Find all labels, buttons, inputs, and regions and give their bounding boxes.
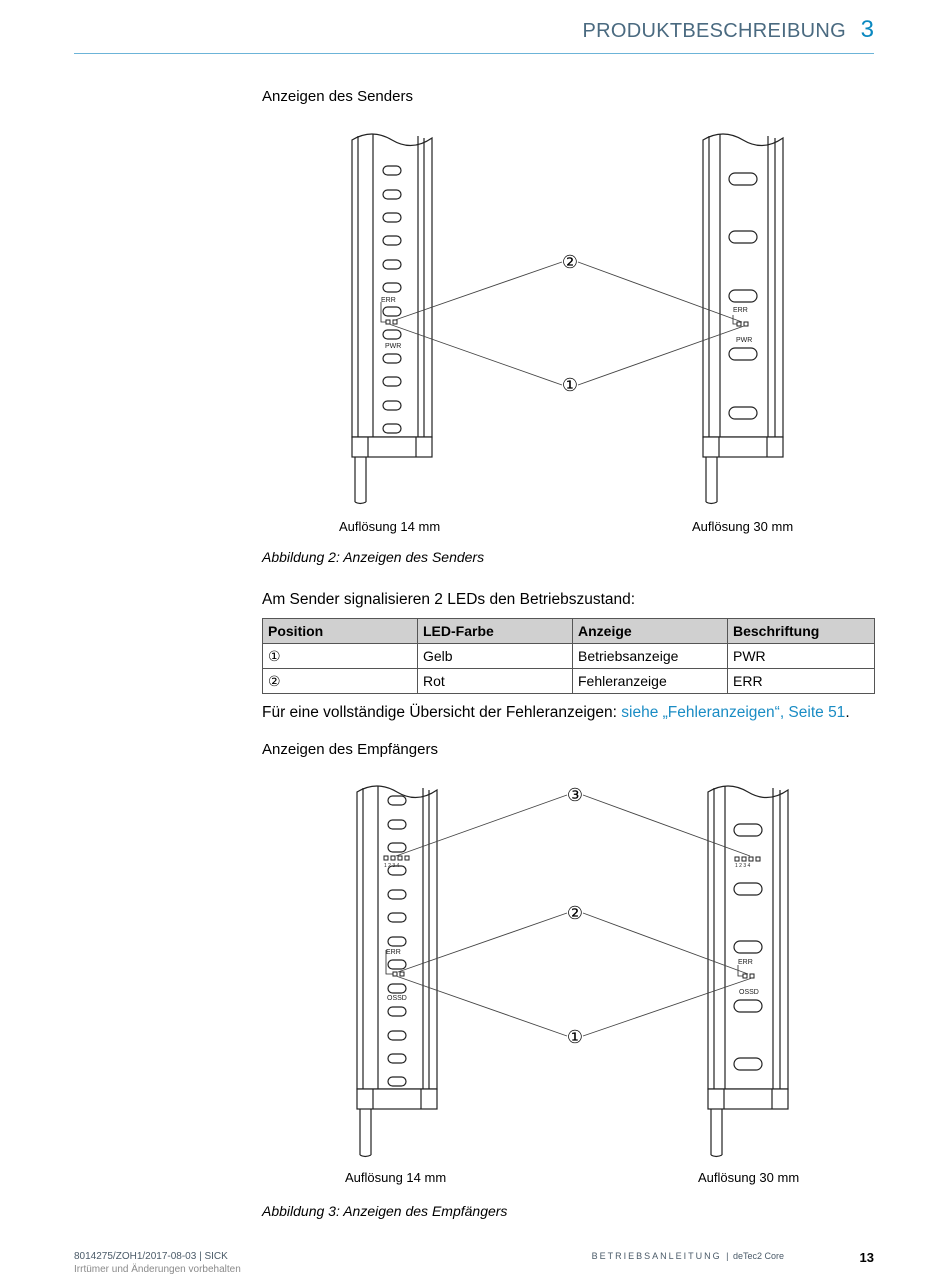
- sender-left-pwr-label: PWR: [385, 343, 402, 350]
- sender-callout-2: ②: [561, 252, 579, 272]
- table-row: [263, 669, 875, 694]
- table-cell: Rot: [418, 669, 573, 694]
- sender-left-err-label: ERR: [381, 297, 396, 304]
- page-number: 13: [859, 1250, 874, 1265]
- overview-suffix: .: [845, 704, 850, 721]
- table-cell: ERR: [728, 669, 875, 694]
- footer-right: [592, 1251, 784, 1261]
- sender-figure: [0, 120, 950, 510]
- receiver-left-err-label: ERR: [386, 949, 401, 956]
- receiver-resolution-left: Auflösung 14 mm: [345, 1170, 447, 1185]
- overview-text: Für eine vollständige Übersicht der Fehleranzeigen:: [262, 704, 622, 721]
- footer-doc-id: 8014275/ZOH1/2017-08-03 | SICK: [74, 1251, 228, 1262]
- table-cell: Gelb: [418, 644, 573, 669]
- receiver-left-digits-label: 1 2 3 4: [384, 863, 400, 869]
- receiver-callout-1: ①: [566, 1027, 584, 1047]
- receiver-resolution-right: Auflösung 30 mm: [698, 1170, 800, 1185]
- overview-paragraph: [262, 704, 850, 722]
- receiver-heading: Anzeigen des Empfängers: [262, 741, 438, 758]
- table-header-cell: Beschriftung: [728, 619, 875, 644]
- table-header-cell: Anzeige: [573, 619, 728, 644]
- receiver-left-ossd-label: OSSD: [387, 995, 407, 1002]
- receiver-figure: [0, 775, 950, 1160]
- sender-figure-caption: Abbildung 2: Anzeigen des Senders: [262, 549, 485, 565]
- sender-resolution-left: Auflösung 14 mm: [339, 519, 441, 534]
- led-table: [262, 618, 875, 694]
- table-cell: ②: [263, 669, 418, 694]
- sender-left-sensor: [352, 134, 432, 504]
- sender-right-sensor: [703, 134, 783, 504]
- footer-doc-type: BETRIEBSANLEITUNG |: [591, 1251, 731, 1261]
- table-header-cell: Position: [263, 619, 418, 644]
- table-header-cell: LED-Farbe: [418, 619, 573, 644]
- table-cell: Fehleranzeige: [573, 669, 728, 694]
- footer-disclaimer: Irrtümer und Änderungen vorbehalten: [74, 1264, 241, 1275]
- header-divider: [74, 53, 874, 54]
- table-cell: Betriebsanzeige: [573, 644, 728, 669]
- receiver-right-sensor: [708, 786, 788, 1157]
- fehleranzeigen-link[interactable]: siehe „Fehleranzeigen“, Seite 51: [621, 704, 846, 721]
- table-header-row: [263, 619, 875, 644]
- chapter-number: 3: [860, 16, 874, 43]
- receiver-right-err-label: ERR: [738, 959, 753, 966]
- receiver-callout-2: ②: [566, 903, 584, 923]
- receiver-left-sensor: [357, 786, 437, 1157]
- sender-right-pwr-label: PWR: [736, 337, 753, 344]
- receiver-right-digits-label: 1 2 3 4: [735, 863, 751, 869]
- section-title: PRODUKTBESCHREIBUNG: [582, 20, 846, 42]
- footer-left: [74, 1250, 241, 1276]
- table-row: [263, 644, 875, 669]
- sender-resolution-right: Auflösung 30 mm: [692, 519, 794, 534]
- sender-leader-lines: [389, 262, 744, 385]
- intro-text: Am Sender signalisieren 2 LEDs den Betriebszustand:: [262, 591, 636, 608]
- receiver-right-ossd-label: OSSD: [739, 989, 759, 996]
- table-cell: PWR: [728, 644, 875, 669]
- footer-product: deTec2 Core: [730, 1251, 784, 1261]
- sender-callout-1: ①: [561, 375, 579, 395]
- sender-right-err-label: ERR: [733, 307, 748, 314]
- receiver-figure-caption: Abbildung 3: Anzeigen des Empfängers: [262, 1203, 508, 1219]
- sender-heading: Anzeigen des Senders: [262, 88, 413, 105]
- table-cell: ①: [263, 644, 418, 669]
- receiver-callout-3: ③: [566, 785, 584, 805]
